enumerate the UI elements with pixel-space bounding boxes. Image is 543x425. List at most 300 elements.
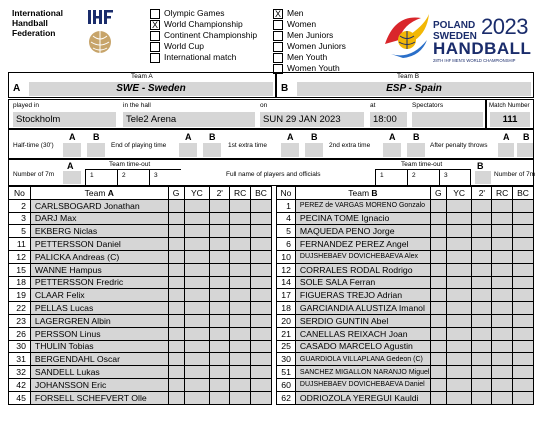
yellow-card-cell[interactable] — [446, 276, 472, 289]
yellow-card-cell[interactable] — [446, 212, 472, 225]
yellow-card-cell[interactable] — [184, 391, 210, 404]
blue-card-cell[interactable] — [513, 302, 534, 315]
player-number: 5 — [9, 225, 31, 238]
goals-cell[interactable] — [430, 199, 446, 212]
red-card-cell[interactable] — [492, 314, 513, 327]
col-g: G — [430, 187, 446, 200]
checkbox[interactable] — [150, 31, 160, 41]
red-card-cell[interactable] — [230, 212, 251, 225]
goals-cell[interactable] — [430, 366, 446, 379]
event-year: 2023 — [481, 14, 528, 39]
timeout-slot: 2 — [412, 172, 416, 179]
yellow-card-cell[interactable] — [446, 263, 472, 276]
two-min-cell[interactable] — [472, 225, 492, 238]
goals-cell[interactable] — [430, 250, 446, 263]
option-men-youth — [273, 52, 346, 63]
two-min-cell[interactable] — [472, 314, 492, 327]
player-number: 15 — [9, 263, 31, 276]
player-name[interactable]: PEREZ de VARGAS MORENO Gonzalo — [295, 199, 430, 212]
red-card-cell[interactable] — [492, 276, 513, 289]
blue-card-cell[interactable] — [251, 289, 272, 302]
table-row — [9, 263, 272, 276]
goals-cell[interactable] — [168, 276, 184, 289]
player-number: 12 — [9, 250, 31, 263]
player-number: 5 — [277, 225, 296, 238]
player-name[interactable]: GARCIANDIA ALUSTIZA Imanol — [295, 302, 430, 315]
goals-cell[interactable] — [168, 366, 184, 379]
blue-card-cell[interactable] — [513, 314, 534, 327]
red-card-cell[interactable] — [492, 353, 513, 366]
yellow-card-cell[interactable] — [446, 353, 472, 366]
blue-card-cell[interactable] — [251, 212, 272, 225]
extra2-b-field[interactable] — [407, 143, 425, 157]
red-card-cell[interactable] — [492, 327, 513, 340]
col-team-label: Team — [84, 187, 106, 198]
two-min-cell[interactable] — [472, 378, 492, 391]
blue-card-cell[interactable] — [513, 199, 534, 212]
two-min-cell[interactable] — [210, 250, 230, 263]
yellow-card-cell[interactable] — [446, 199, 472, 212]
yellow-card-cell[interactable] — [184, 212, 210, 225]
player-name[interactable]: SANCHEZ MIGALLON NARANJO Miguel — [295, 366, 430, 379]
blue-card-cell[interactable] — [251, 238, 272, 251]
yellow-card-cell[interactable] — [184, 238, 210, 251]
goals-cell[interactable] — [168, 250, 184, 263]
two-min-cell[interactable] — [472, 212, 492, 225]
goals-cell[interactable] — [168, 314, 184, 327]
player-name[interactable]: LAGERGREN Albin — [30, 314, 168, 327]
at-label: at — [370, 102, 376, 109]
blue-card-cell[interactable] — [251, 340, 272, 353]
ihf-logo-icon — [84, 6, 118, 58]
two-min-cell[interactable] — [210, 199, 230, 212]
checkbox[interactable] — [273, 53, 283, 63]
two-min-cell[interactable] — [472, 327, 492, 340]
col-rc: RC — [230, 187, 251, 200]
red-card-cell[interactable] — [492, 212, 513, 225]
two-min-cell[interactable] — [210, 238, 230, 251]
table-header-row — [9, 187, 272, 200]
red-card-cell[interactable] — [230, 366, 251, 379]
blue-card-cell[interactable] — [513, 289, 534, 302]
player-name[interactable]: CLAAR Felix — [30, 289, 168, 302]
extra2-a-field[interactable] — [383, 143, 401, 157]
option-men-juniors — [273, 30, 346, 41]
divider — [439, 170, 440, 186]
host-country: POLAND — [433, 20, 476, 31]
two-min-cell[interactable] — [472, 302, 492, 315]
blue-card-cell[interactable] — [513, 366, 534, 379]
yellow-card-cell[interactable] — [184, 327, 210, 340]
blue-card-cell[interactable] — [251, 225, 272, 238]
team-a-timeout-label: Team time-out — [109, 161, 151, 168]
player-number: 30 — [277, 353, 296, 366]
red-card-cell[interactable] — [230, 302, 251, 315]
table-row — [9, 238, 272, 251]
red-card-cell[interactable] — [492, 391, 513, 404]
table-row — [277, 276, 534, 289]
col-bc: BC — [251, 187, 272, 200]
end-a-field[interactable] — [179, 143, 197, 157]
table-row — [9, 314, 272, 327]
team-b-7m-field[interactable] — [475, 171, 491, 184]
checkbox[interactable] — [273, 42, 283, 52]
two-min-cell[interactable] — [210, 276, 230, 289]
red-card-cell[interactable] — [492, 366, 513, 379]
two-min-cell[interactable] — [472, 276, 492, 289]
hall-label: in the hall — [123, 102, 151, 109]
red-card-cell[interactable] — [230, 314, 251, 327]
two-min-cell[interactable] — [472, 199, 492, 212]
played-in-label: played in — [13, 102, 40, 109]
blue-card-cell[interactable] — [251, 302, 272, 315]
player-name[interactable]: PERSSON Linus — [30, 327, 168, 340]
goals-cell[interactable] — [430, 263, 446, 276]
player-name[interactable]: WANNE Hampus — [30, 263, 168, 276]
red-card-cell[interactable] — [230, 276, 251, 289]
goals-cell[interactable] — [168, 225, 184, 238]
col-no: No — [277, 187, 296, 200]
yellow-card-cell[interactable] — [184, 199, 210, 212]
red-card-cell[interactable] — [230, 225, 251, 238]
col-g: G — [168, 187, 184, 200]
goals-cell[interactable] — [430, 378, 446, 391]
federation-line: International — [12, 8, 64, 18]
competition-options — [150, 8, 257, 63]
option-olympic-games — [150, 8, 257, 19]
two-min-cell[interactable] — [472, 340, 492, 353]
col-yc: YC — [446, 187, 472, 200]
match-number-label: Match Number — [489, 102, 530, 109]
goals-cell[interactable] — [168, 353, 184, 366]
yellow-card-cell[interactable] — [446, 378, 472, 391]
player-name[interactable]: FORSELL SCHEFVERT Olle — [30, 391, 168, 404]
player-name[interactable]: DARJ Max — [30, 212, 168, 225]
player-name[interactable]: FIGUERAS TREJO Adrian — [295, 289, 430, 302]
yellow-card-cell[interactable] — [184, 276, 210, 289]
divider — [407, 170, 408, 186]
yellow-card-cell[interactable] — [184, 353, 210, 366]
date-field[interactable]: SUN 29 JAN 2023 — [260, 112, 364, 127]
red-card-cell[interactable] — [230, 353, 251, 366]
goals-cell[interactable] — [430, 302, 446, 315]
two-min-cell[interactable] — [210, 327, 230, 340]
goals-cell[interactable] — [168, 378, 184, 391]
blue-card-cell[interactable] — [251, 199, 272, 212]
goals-cell[interactable] — [168, 391, 184, 404]
team-a-label: Team A — [131, 73, 153, 80]
yellow-card-cell[interactable] — [446, 302, 472, 315]
red-card-cell[interactable] — [492, 225, 513, 238]
player-name[interactable]: BERGENDAHL Oscar — [30, 353, 168, 366]
player-number: 23 — [9, 314, 31, 327]
two-min-cell[interactable] — [472, 238, 492, 251]
blue-card-cell[interactable] — [251, 366, 272, 379]
yellow-card-cell[interactable] — [446, 327, 472, 340]
two-min-cell[interactable] — [210, 391, 230, 404]
red-card-cell[interactable] — [492, 199, 513, 212]
red-card-cell[interactable] — [492, 250, 513, 263]
blue-card-cell[interactable] — [513, 212, 534, 225]
end-b-field[interactable] — [203, 143, 221, 157]
two-min-cell[interactable] — [210, 289, 230, 302]
halftime-b-field[interactable] — [87, 143, 105, 157]
option-label: Men Juniors — [287, 30, 334, 41]
option-continent-championship — [150, 30, 257, 41]
yellow-card-cell[interactable] — [184, 225, 210, 238]
checkbox[interactable] — [273, 31, 283, 41]
yellow-card-cell[interactable] — [184, 314, 210, 327]
player-number: 18 — [9, 276, 31, 289]
penalty-throws-label: After penalty throws — [430, 142, 488, 149]
penalty-b-field[interactable] — [517, 143, 533, 157]
goals-cell[interactable] — [168, 289, 184, 302]
spectators-field[interactable] — [412, 112, 483, 127]
goals-cell[interactable] — [430, 225, 446, 238]
blue-card-cell[interactable] — [513, 225, 534, 238]
red-card-cell[interactable] — [230, 238, 251, 251]
red-card-cell[interactable] — [230, 199, 251, 212]
yellow-card-cell[interactable] — [446, 250, 472, 263]
goals-cell[interactable] — [430, 238, 446, 251]
blue-card-cell[interactable] — [513, 263, 534, 276]
goals-cell[interactable] — [430, 353, 446, 366]
red-card-cell[interactable] — [230, 250, 251, 263]
blue-card-cell[interactable] — [513, 238, 534, 251]
team-b-label: Team B — [397, 73, 420, 80]
two-min-cell[interactable] — [210, 340, 230, 353]
team-b-letter: B — [281, 83, 289, 94]
yellow-card-cell[interactable] — [184, 340, 210, 353]
table-row — [9, 340, 272, 353]
blue-card-cell[interactable] — [513, 378, 534, 391]
yellow-card-cell[interactable] — [184, 302, 210, 315]
player-number: 17 — [277, 289, 296, 302]
red-card-cell[interactable] — [492, 378, 513, 391]
checkbox[interactable]: X — [274, 8, 281, 19]
goals-cell[interactable] — [168, 238, 184, 251]
two-min-cell[interactable] — [472, 353, 492, 366]
red-card-cell[interactable] — [230, 327, 251, 340]
yellow-card-cell[interactable] — [446, 366, 472, 379]
player-name[interactable]: PETTERSSON Fredric — [30, 276, 168, 289]
yellow-card-cell[interactable] — [184, 289, 210, 302]
player-name[interactable]: GUARDIOLA VILLAPLANA Gedeon (C) — [295, 353, 430, 366]
red-card-cell[interactable] — [492, 263, 513, 276]
table-row — [9, 212, 272, 225]
penalty-a-field[interactable] — [498, 143, 514, 157]
goals-cell[interactable] — [430, 289, 446, 302]
option-label: Women Juniors — [287, 41, 346, 52]
team-b-timeout-slots — [375, 169, 471, 185]
team-a-letter: A — [13, 83, 21, 94]
goals-cell[interactable] — [168, 302, 184, 315]
hall-field[interactable]: Tele2 Arena — [123, 112, 255, 127]
goals-cell[interactable] — [430, 391, 446, 404]
player-name[interactable]: ODRIOZOLA YEREGUI Kauldi — [295, 391, 430, 404]
blue-card-cell[interactable] — [251, 250, 272, 263]
goals-cell[interactable] — [430, 212, 446, 225]
blue-card-cell[interactable] — [251, 276, 272, 289]
blue-card-cell[interactable] — [251, 353, 272, 366]
city-field[interactable]: Stockholm — [13, 112, 116, 127]
team-b-timeout-label: Team time-out — [401, 161, 443, 168]
player-number: 26 — [9, 327, 31, 340]
timeout-b-letter: B — [477, 161, 484, 171]
number-of-7m-label: Number of 7m — [13, 171, 55, 178]
two-min-cell[interactable] — [210, 314, 230, 327]
timeout-slot: 1 — [380, 172, 384, 179]
divider — [149, 170, 150, 186]
two-min-cell[interactable] — [472, 366, 492, 379]
two-min-cell[interactable] — [472, 263, 492, 276]
blue-card-cell[interactable] — [251, 378, 272, 391]
two-min-cell[interactable] — [210, 225, 230, 238]
two-min-cell[interactable] — [210, 302, 230, 315]
timeout-row — [8, 159, 534, 186]
player-name[interactable]: FERNANDEZ PEREZ Angel — [295, 238, 430, 251]
checkbox[interactable] — [150, 42, 160, 52]
player-name[interactable]: DUJSHEBAEV DOVICHEBAEVA Alex — [295, 250, 430, 263]
score-a-letter: A — [389, 132, 396, 142]
yellow-card-cell[interactable] — [446, 314, 472, 327]
red-card-cell[interactable] — [492, 289, 513, 302]
red-card-cell[interactable] — [230, 391, 251, 404]
yellow-card-cell[interactable] — [446, 289, 472, 302]
red-card-cell[interactable] — [492, 340, 513, 353]
player-name[interactable]: THULIN Tobias — [30, 340, 168, 353]
blue-card-cell[interactable] — [251, 391, 272, 404]
yellow-card-cell[interactable] — [184, 378, 210, 391]
match-number-field[interactable]: 111 — [490, 112, 530, 127]
extra1-a-field[interactable] — [281, 143, 299, 157]
score-a-letter: A — [287, 132, 294, 142]
player-name[interactable]: SANDELL Lukas — [30, 366, 168, 379]
goals-cell[interactable] — [430, 314, 446, 327]
red-card-cell[interactable] — [492, 238, 513, 251]
goals-cell[interactable] — [430, 276, 446, 289]
player-name[interactable]: CORRALES RODAL Rodrigo — [295, 263, 430, 276]
time-field[interactable]: 18:00 — [370, 112, 407, 127]
blue-card-cell[interactable] — [251, 263, 272, 276]
player-name[interactable]: PALICKA Andreas (C) — [30, 250, 168, 263]
yellow-card-cell[interactable] — [446, 238, 472, 251]
two-min-cell[interactable] — [210, 378, 230, 391]
option-women — [273, 19, 346, 30]
col-team-letter: B — [371, 187, 378, 198]
blue-card-cell[interactable] — [513, 340, 534, 353]
player-name[interactable]: CASADO MARCELO Agustin — [295, 340, 430, 353]
yellow-card-cell[interactable] — [446, 225, 472, 238]
two-min-cell[interactable] — [210, 353, 230, 366]
team-a-7m-field[interactable] — [63, 171, 81, 184]
red-card-cell[interactable] — [492, 302, 513, 315]
team-a-name-field[interactable]: SWE - Sweden — [29, 82, 273, 96]
table-row — [277, 366, 534, 379]
player-name[interactable]: PELLAS Lucas — [30, 302, 168, 315]
blue-card-cell[interactable] — [513, 391, 534, 404]
goals-cell[interactable] — [168, 263, 184, 276]
host-country: SWEDEN — [433, 31, 477, 42]
table-row — [9, 302, 272, 315]
checkbox[interactable] — [150, 53, 160, 63]
two-min-cell[interactable] — [210, 366, 230, 379]
score-b-letter: B — [523, 132, 530, 142]
blue-card-cell[interactable] — [513, 327, 534, 340]
blue-card-cell[interactable] — [251, 327, 272, 340]
blue-card-cell[interactable] — [513, 353, 534, 366]
red-card-cell[interactable] — [230, 263, 251, 276]
player-name[interactable]: PETTERSSON Daniel — [30, 238, 168, 251]
two-min-cell[interactable] — [472, 250, 492, 263]
red-card-cell[interactable] — [230, 340, 251, 353]
option-label: Women — [287, 19, 317, 30]
player-name[interactable]: DUJSHEBAEV DOVICHEBAEVA Daniel — [295, 378, 430, 391]
two-min-cell[interactable] — [210, 212, 230, 225]
yellow-card-cell[interactable] — [446, 340, 472, 353]
checkbox[interactable] — [273, 20, 283, 30]
player-name[interactable]: JOHANSSON Eric — [30, 378, 168, 391]
player-name[interactable]: SERDIO GUNTIN Abel — [295, 314, 430, 327]
goals-cell[interactable] — [430, 340, 446, 353]
table-row — [277, 225, 534, 238]
player-number: 11 — [9, 238, 31, 251]
table-row — [277, 378, 534, 391]
blue-card-cell[interactable] — [251, 314, 272, 327]
goals-cell[interactable] — [168, 212, 184, 225]
spectators-label: Spectators — [412, 102, 444, 109]
two-min-cell[interactable] — [210, 263, 230, 276]
federation-name — [12, 8, 92, 38]
player-name[interactable]: SOLE SALA Ferran — [295, 276, 430, 289]
table-row — [9, 289, 272, 302]
goals-cell[interactable] — [168, 340, 184, 353]
halftime-a-field[interactable] — [63, 143, 81, 157]
blue-card-cell[interactable] — [513, 276, 534, 289]
red-card-cell[interactable] — [230, 289, 251, 302]
two-min-cell[interactable] — [472, 289, 492, 302]
yellow-card-cell[interactable] — [446, 391, 472, 404]
table-header-row — [277, 187, 534, 200]
goals-cell[interactable] — [430, 327, 446, 340]
player-number: 19 — [9, 289, 31, 302]
goals-cell[interactable] — [168, 327, 184, 340]
checkbox[interactable] — [150, 9, 160, 19]
player-number: 45 — [9, 391, 31, 404]
yellow-card-cell[interactable] — [184, 263, 210, 276]
player-name[interactable]: CANELLAS REIXACH Joan — [295, 327, 430, 340]
player-number: 51 — [277, 366, 296, 379]
extra1-b-field[interactable] — [305, 143, 323, 157]
player-name[interactable]: MAQUEDA PENO Jorge — [295, 225, 430, 238]
table-row — [277, 391, 534, 404]
goals-cell[interactable] — [168, 199, 184, 212]
yellow-card-cell[interactable] — [184, 250, 210, 263]
player-name[interactable]: EKBERG Niclas — [30, 225, 168, 238]
player-name[interactable]: PECINA TOME Ignacio — [295, 212, 430, 225]
red-card-cell[interactable] — [230, 378, 251, 391]
championship-emblem-icon — [381, 10, 431, 62]
match-number-block — [486, 99, 534, 129]
yellow-card-cell[interactable] — [184, 366, 210, 379]
blue-card-cell[interactable] — [513, 250, 534, 263]
table-row — [9, 250, 272, 263]
extra-time-2-label: 2nd extra time — [329, 142, 371, 149]
two-min-cell[interactable] — [472, 391, 492, 404]
team-b-name-field[interactable]: ESP - Spain — [297, 82, 531, 96]
player-name[interactable]: CARLSBOGARD Jonathan — [30, 199, 168, 212]
checkbox[interactable]: X — [151, 19, 158, 30]
